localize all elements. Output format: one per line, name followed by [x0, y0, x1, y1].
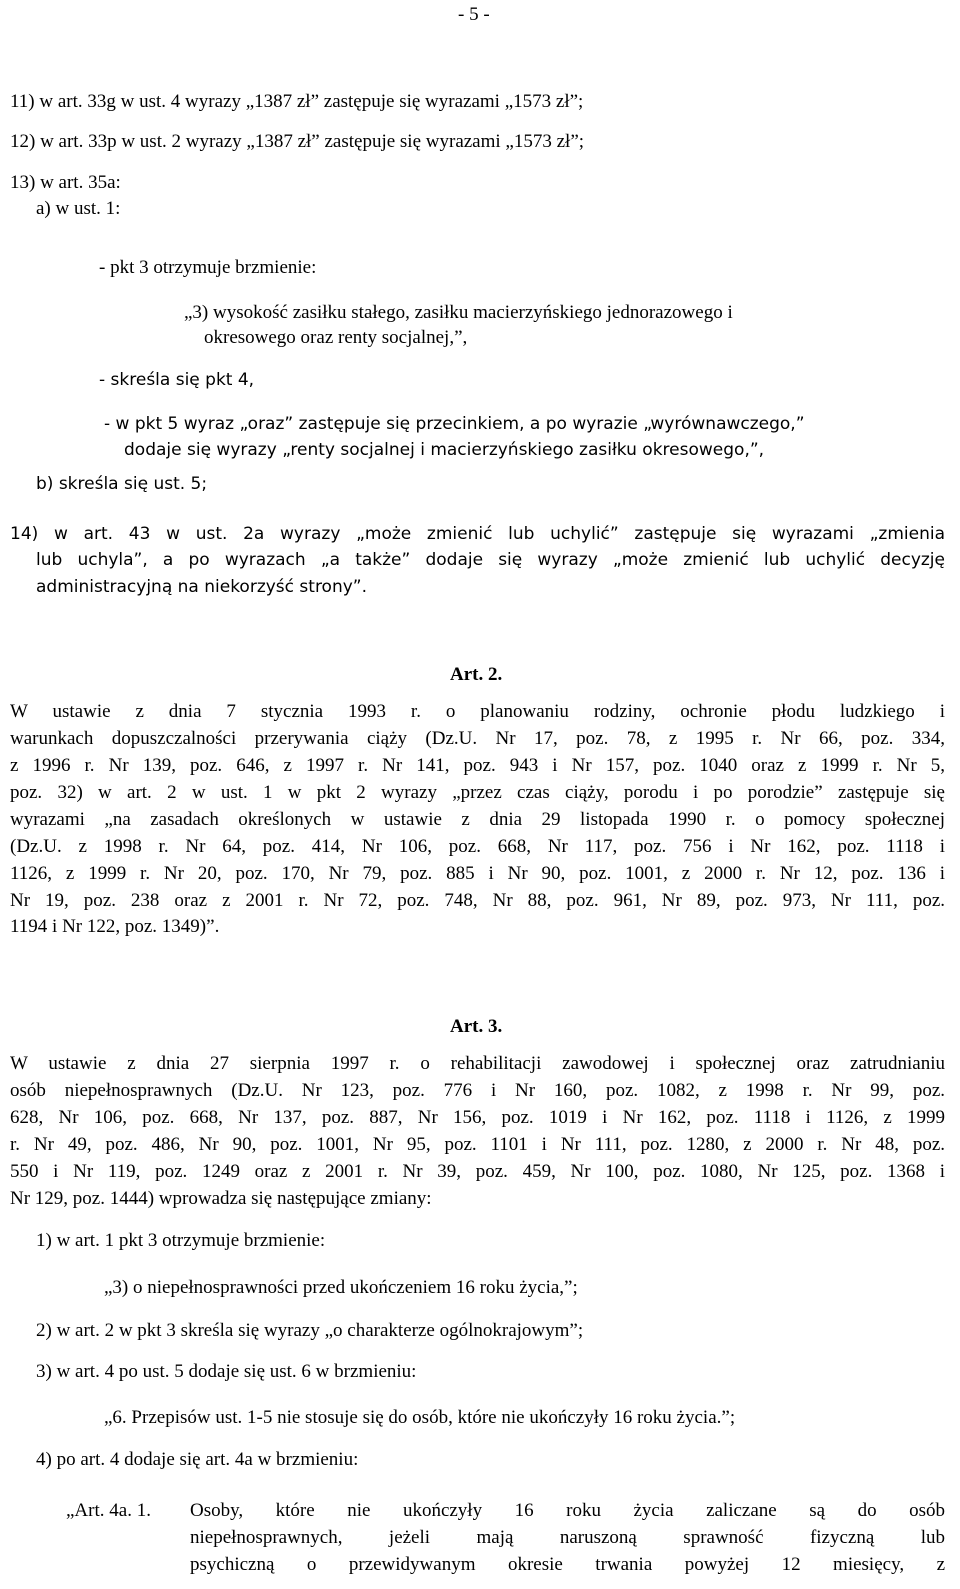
art-3-heading: Art. 3. — [450, 1016, 503, 1037]
art-2-line-6: (Dz.U. z 1998 r. Nr 64, poz. 414, Nr 106, poz. 668, Nr 117, poz. 756 i Nr 162, poz. 1118 i — [10, 836, 945, 857]
item-14-line-3: administracyjną na niekorzyść strony”. — [36, 577, 368, 597]
item-14-line-2: lub uchyla”, a po wyrazach „a także” dodaje się wyrazy „może zmienić lub uchylić decyzję — [36, 550, 945, 570]
pkt-5-line-2: dodaje się wyrazy „renty socjalnej i macierzyńskiego zasiłku okresowego,”, — [124, 440, 765, 460]
art-3-line-3: 628, Nr 106, poz. 668, Nr 137, poz. 887, Nr 156, poz. 1019 i Nr 162, poz. 1118 i 1126, z 1999 — [10, 1107, 945, 1128]
art-3-line-4: r. Nr 49, poz. 486, Nr 90, poz. 1001, Nr 95, poz. 1101 i Nr 111, poz. 1280, z 2000 r. Nr 48, poz. — [10, 1134, 945, 1155]
art-3-line-1: W ustawie z dnia 27 sierpnia 1997 r. o rehabilitacji zawodowej i społecznej oraz zatrudnianiu — [10, 1053, 945, 1074]
art-3-line-6: Nr 129, poz. 1444) wprowadza się następujące zmiany: — [10, 1188, 432, 1209]
item-11: 11) w art. 33g w ust. 4 wyrazy „1387 zł” zastępuje się wyrazami „1573 zł”; — [10, 91, 584, 112]
item-13-a: a) w ust. 1: — [36, 198, 121, 219]
art-2-line-3: z 1996 r. Nr 139, poz. 646, z 1997 r. Nr 141, poz. 943 i Nr 157, poz. 1040 oraz z 1999 r. Nr 5, — [10, 755, 945, 776]
art-4a-line-2: niepełnosprawnych, jeżeli mają naruszoną sprawność fizyczną lub — [190, 1527, 945, 1548]
art-4a-line-1: Osoby, które nie ukończyły 16 roku życia zaliczane są do osób — [190, 1500, 945, 1521]
art-2-line-4: poz. 32) w art. 2 w ust. 1 w pkt 2 wyrazy „przez czas ciąży, porodu i po porodzie” zastępuje się — [10, 782, 945, 803]
art-4a-lead: „Art. 4a. 1. — [66, 1500, 151, 1521]
art-2-line-8: Nr 19, poz. 238 oraz z 2001 r. Nr 72, poz. 748, Nr 88, poz. 961, Nr 89, poz. 973, Nr 111, poz. — [10, 890, 945, 911]
item-13-b: b) skreśla się ust. 5; — [36, 474, 208, 494]
art-2-line-1: W ustawie z dnia 7 stycznia 1993 r. o planowaniu rodziny, ochronie płodu ludzkiego i — [10, 701, 945, 722]
art-3-point-2: 2) w art. 2 w pkt 3 skreśla się wyrazy „o charakterze ogólnokrajowym”; — [36, 1320, 584, 1341]
quote-3-line-1: „3) wysokość zasiłku stałego, zasiłku macierzyńskiego jednorazowego i — [184, 302, 733, 323]
pkt-3-line: - pkt 3 otrzymuje brzmienie: — [99, 257, 317, 278]
art-3-point-3: 3) w art. 4 po ust. 5 dodaje się ust. 6 w brzmieniu: — [36, 1361, 417, 1382]
art-4a-line-3: psychiczną o przewidywanym okresie trwania powyżej 12 miesięcy, z — [190, 1554, 945, 1575]
art-2-heading: Art. 2. — [450, 664, 503, 685]
art-3-line-5: 550 i Nr 119, poz. 1249 oraz z 2001 r. Nr 39, poz. 459, Nr 100, poz. 1080, Nr 125, poz. 1368 i — [10, 1161, 945, 1182]
art-2-line-7: 1126, z 1999 r. Nr 20, poz. 170, Nr 79, poz. 885 i Nr 90, poz. 1001, z 2000 r. Nr 12, poz. 136 i — [10, 863, 945, 884]
art-2-line-5: wyrazami „na zasadach określonych w ustawie z dnia 29 listopada 1990 r. o pomocy społecznej — [10, 809, 945, 830]
art-3-quote-1: „3) o niepełnosprawności przed ukończeniem 16 roku życia,”; — [104, 1277, 578, 1298]
item-14-line-1: 14) w art. 43 w ust. 2a wyrazy „może zmienić lub uchylić” zastępuje się wyrazami „zmienia — [10, 524, 945, 544]
art-3-point-1: 1) w art. 1 pkt 3 otrzymuje brzmienie: — [36, 1230, 326, 1251]
pkt-4-line: - skreśla się pkt 4, — [99, 370, 255, 390]
pkt-5-line-1: - w pkt 5 wyraz „oraz” zastępuje się przecinkiem, a po wyrazie „wyrównawczego,” — [104, 414, 805, 434]
quote-3-line-2: okresowego oraz renty socjalnej,”, — [204, 327, 468, 348]
item-13: 13) w art. 35a: — [10, 172, 121, 193]
art-3-point-4: 4) po art. 4 dodaje się art. 4a w brzmieniu: — [36, 1449, 359, 1470]
art-2-line-9: 1194 i Nr 122, poz. 1349)”. — [10, 916, 220, 937]
item-12: 12) w art. 33p w ust. 2 wyrazy „1387 zł” zastępuje się wyrazami „1573 zł”; — [10, 131, 585, 152]
art-3-quote-3: „6. Przepisów ust. 1-5 nie stosuje się do osób, które nie ukończyły 16 roku życia.”; — [104, 1407, 736, 1428]
page-number: - 5 - — [458, 4, 490, 25]
art-3-line-2: osób niepełnosprawnych (Dz.U. Nr 123, poz. 776 i Nr 160, poz. 1082, z 1998 r. Nr 99, poz. — [10, 1080, 945, 1101]
art-2-line-2: warunkach dopuszczalności przerywania ciąży (Dz.U. Nr 17, poz. 78, z 1995 r. Nr 66, poz. 334, — [10, 728, 945, 749]
